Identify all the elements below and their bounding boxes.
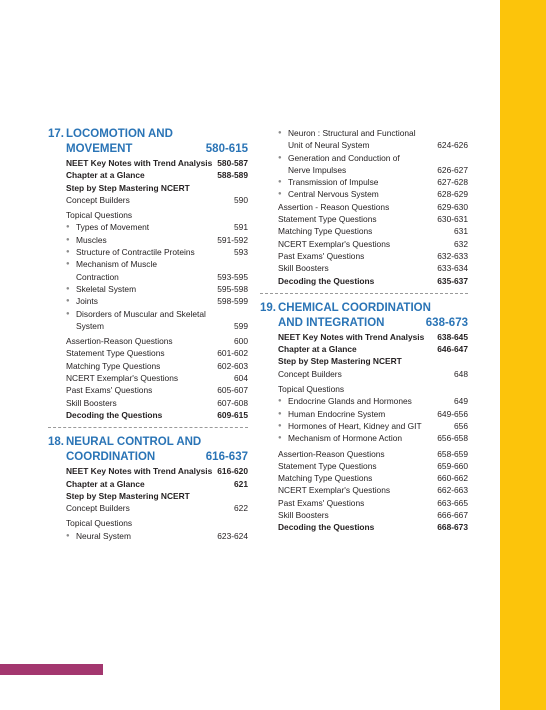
- toc-bullet-entry[interactable]: ● Skeletal System 595-598: [66, 283, 248, 295]
- toc-entry[interactable]: Decoding the Questions 635-637: [278, 275, 468, 286]
- toc-entry[interactable]: Matching Type Questions 602-603: [66, 360, 248, 371]
- toc-entry[interactable]: NEET Key Notes with Trend Analysis 638-645: [278, 331, 468, 342]
- toc-bullet-entry[interactable]: ● Neural System 623-624: [66, 530, 248, 542]
- toc-entry[interactable]: Assertion-Reason Questions 600: [66, 336, 248, 347]
- chapter-page-range: 580-615: [205, 143, 248, 155]
- chapter-18-entries-part2: [260, 127, 468, 287]
- toc-entry[interactable]: NCERT Exemplar's Questions 662-663: [278, 485, 468, 496]
- chapter-number: 18.: [48, 436, 64, 449]
- toc-entry[interactable]: Assertion - Reason Questions 629-630: [278, 201, 468, 212]
- chapter-title-line2: MOVEMENT: [66, 143, 133, 155]
- chapter-title-line2: AND INTEGRATION: [278, 316, 385, 329]
- toc-entry[interactable]: Decoding the Questions 668-673: [278, 522, 468, 533]
- toc-bullet-entry[interactable]: ● Transmission of Impulse 627-628: [278, 176, 468, 188]
- toc-section-label: Step by Step Mastering NCERT: [66, 182, 190, 193]
- toc-section-label: Topical Questions: [278, 384, 345, 395]
- toc-entry[interactable]: NCERT Exemplar's Questions 632: [278, 238, 468, 249]
- chapter-19-heading[interactable]: [260, 301, 468, 331]
- chapter-divider: [48, 427, 248, 428]
- toc-entry[interactable]: Concept Builders 648: [278, 368, 468, 379]
- toc-section-label: Step by Step Mastering NCERT: [278, 356, 402, 367]
- chapter-title-line1: LOCOMOTION AND: [66, 128, 173, 140]
- toc-entry[interactable]: Skill Boosters 607-608: [66, 397, 248, 408]
- toc-bullet-entry[interactable]: ● Hormones of Heart, Kidney and GIT 656: [278, 420, 468, 432]
- chapter-page-range: 616-637: [205, 451, 248, 464]
- toc-bullet-entry[interactable]: ● Muscles 591-592: [66, 234, 248, 246]
- toc-entry[interactable]: Chapter at a Glance 588-589: [66, 170, 248, 181]
- toc-entry[interactable]: Skill Boosters 633-634: [278, 263, 468, 274]
- chapter-19-entries: [260, 331, 468, 534]
- chapter-18-heading[interactable]: [48, 435, 248, 465]
- toc-entry[interactable]: Statement Type Questions 601-602: [66, 348, 248, 359]
- toc-entry[interactable]: NEET Key Notes with Trend Analysis 580-587: [66, 158, 248, 168]
- toc-entry[interactable]: Decoding the Questions 609-615: [66, 409, 248, 420]
- toc-entry[interactable]: Chapter at a Glance 621: [66, 478, 248, 489]
- toc-left-column: [48, 127, 248, 542]
- chapter-number: 19.: [260, 301, 276, 314]
- toc-entry[interactable]: NEET Key Notes with Trend Analysis 616-620: [66, 466, 248, 477]
- toc-entry[interactable]: Statement Type Questions 659-660: [278, 460, 468, 471]
- chapter-17-entries: [48, 157, 248, 421]
- toc-entry[interactable]: Matching Type Questions 631: [278, 226, 468, 237]
- toc-entry[interactable]: Matching Type Questions 660-662: [278, 473, 468, 484]
- toc-section-label: Topical Questions: [66, 518, 133, 529]
- toc-section-label: Step by Step Mastering NCERT: [66, 490, 190, 501]
- toc-bullet-entry[interactable]: ● Neuron : Structural and Functional Unit of Neural System 624-626: [278, 127, 468, 152]
- toc-bullet-entry[interactable]: ● Endocrine Glands and Hormones 649: [278, 395, 468, 407]
- toc-bullet-entry[interactable]: ● Joints 598-599: [66, 295, 248, 307]
- toc-bullet-entry[interactable]: ● Generation and Conduction of Nerve Impulses 626-627: [278, 152, 468, 177]
- toc-section-label: Topical Questions: [66, 210, 133, 221]
- toc-entry[interactable]: Past Exams' Questions 632-633: [278, 250, 468, 261]
- side-color-bar: [500, 0, 546, 710]
- toc-bullet-entry[interactable]: ● Mechanism of Muscle Contraction 593-595: [66, 258, 248, 283]
- toc-bullet-entry[interactable]: ● Types of Movement 591: [66, 221, 248, 233]
- chapter-title-line1: NEURAL CONTROL AND: [66, 436, 202, 449]
- toc-entry[interactable]: NCERT Exemplar's Questions 604: [66, 373, 248, 384]
- chapter-17-heading[interactable]: [48, 127, 248, 157]
- toc-entry[interactable]: Concept Builders 622: [66, 503, 248, 514]
- toc-bullet-entry[interactable]: ● Human Endocrine System 649-656: [278, 408, 468, 420]
- chapter-18-entries-part1: [48, 465, 248, 542]
- toc-entry[interactable]: Past Exams' Questions 605-607: [66, 385, 248, 396]
- toc-bullet-entry[interactable]: ● Central Nervous System 628-629: [278, 188, 468, 200]
- toc-bullet-entry[interactable]: ● Structure of Contractile Proteins 593: [66, 246, 248, 258]
- toc-entry[interactable]: Assertion-Reason Questions 658-659: [278, 448, 468, 459]
- toc-entry[interactable]: Chapter at a Glance 646-647: [278, 344, 468, 355]
- chapter-number: 17.: [48, 128, 64, 140]
- bottom-accent-bar: [0, 664, 103, 675]
- chapter-title-line1: CHEMICAL COORDINATION: [278, 301, 431, 314]
- toc-entry[interactable]: Past Exams' Questions 663-665: [278, 497, 468, 508]
- toc-bullet-entry[interactable]: ● Disorders of Muscular and Skeletal System 599: [66, 308, 248, 333]
- chapter-title-line2: COORDINATION: [66, 451, 156, 464]
- chapter-divider: [260, 293, 468, 294]
- chapter-page-range: 638-673: [425, 316, 468, 329]
- toc-entry[interactable]: Skill Boosters 666-667: [278, 510, 468, 521]
- toc-right-column: [260, 127, 468, 534]
- toc-bullet-entry[interactable]: ● Mechanism of Hormone Action 656-658: [278, 432, 468, 444]
- toc-entry[interactable]: Concept Builders 590: [66, 194, 248, 205]
- toc-entry[interactable]: Statement Type Questions 630-631: [278, 214, 468, 225]
